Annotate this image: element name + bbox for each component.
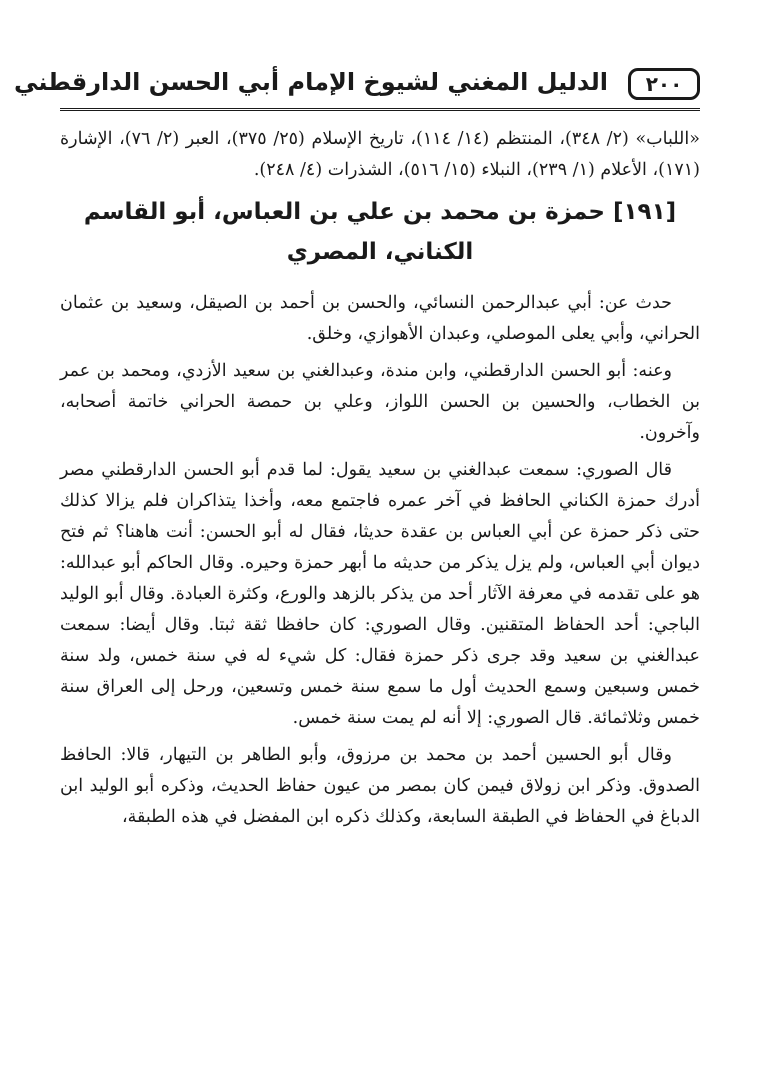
header-rule [60,108,700,111]
references-note: «اللباب» (٢/ ٣٤٨)، المنتظم (١٤/ ١١٤)، تاريخ الإسلام (٢٥/ ٣٧٥)، العبر (٢/ ٧٦)، الإشارة (١٧١)، الأعلام (١/ ٢٣٩)، النبلاء (١٥/ ٥١٦)، الشذرات (٤/ ٢٤٨). [60,129,700,180]
entry-title: [١٩١] حمزة بن محمد بن علي بن العباس، أبو القاسم الكناني، المصري [83,199,677,265]
paragraph-teachers: حدث عن: أبي عبدالرحمن النسائي، والحسن بن أحمد بن الصيقل، وسعيد بن عثمان الحراني، وأبي يعلى الموصلي، وعبدان الأهوازي، وخلق. [60,293,700,344]
paragraph-sayings: قال الصوري: سمعت عبدالغني بن سعيد يقول: لما قدم أبو الحسن الدارقطني مصر أدرك حمزة الكناني الحافظ في آخر عمره فاجتمع معه، وأخذا يتذاكران فلم يزالا كذلك حتى ذكر حمزة عن أبي العباس بن عقدة حديثا، فقال له أبو الحسن: أنت هاهنا؟ ثم فتح ديوان أبي العباس، ولم يزل يذكر من حديثه ما أبهر حمزة وحيره. وقال الحاكم أبو عبدالله: هو على تقدمه في معرفة الآثار أحد من يذكر بالزهد والورع، وكثرة العبادة. وقال أبو الوليد الباجي: أحد الحفاظ المتقنين. وقال الصوري: كان حافظا ثقة ثبتا. وقال أيضا: سمعت عبدالغني بن سعيد وقد جرى ذكر حمزة فقال: كل شيء له في سنة خمس، ولد سنة خمس وسبعين وسمع الحديث أول ما سمع سنة خمس وتسعين، ورحل إلى العراق سنة خمس وثلاثمائة. قال الصوري: إلا أنه لم يمت سنة خمس. [60,460,700,728]
page-body [60,124,700,839]
paragraph-students: وعنه: أبو الحسن الدارقطني، وابن مندة، وعبدالغني بن سعيد الأزدي، ومحمد بن عمر بن الخطاب، والحسين بن الحسن اللواز، وعلي بن حمصة الحراني خاتمة أصحابه، وآخرون. [60,361,700,443]
paragraph-praise: وقال أبو الحسين أحمد بن محمد بن مرزوق، وأبو الطاهر بن التيهار، قالا: الحافظ الصدوق. وذكر ابن زولاق فيمن كان بمصر من عيون حفاظ الحديث، وذكره أبو الوليد ابن الدباغ في الحفاظ في الطبقة السابعة، وكذلك ذكره ابن المفضل في هذه الطبقة، [60,745,700,827]
page-header [14,62,700,110]
running-title: الدليل المغني لشيوخ الإمام أبي الحسن الدارقطني [14,68,608,96]
page-number: ٢٠٠ [628,68,700,100]
